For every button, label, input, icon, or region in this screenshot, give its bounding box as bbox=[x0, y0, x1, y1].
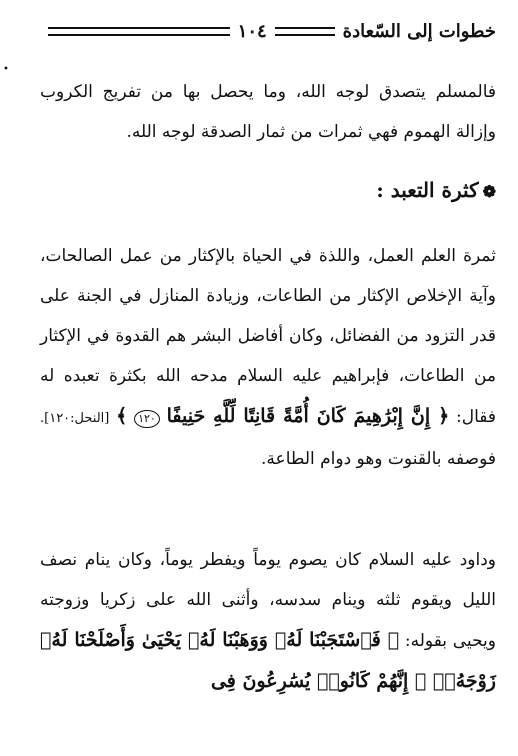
quran-verse-1: ﴿ إِنَّ إِبْرَٰهِيمَ كَانَ أُمَّةً قَانِتًا لِّلَّهِ حَنِيفًا bbox=[166, 405, 450, 427]
margin-dot: • bbox=[3, 64, 9, 75]
page-header bbox=[40, 18, 496, 44]
paragraph-2 bbox=[40, 236, 496, 479]
header-title: خطوات إلى السّعادة bbox=[342, 20, 496, 42]
paragraph-1: فالمسلم يتصدق لوجه الله، وما يحصل بها من تفريج الكروب وإزالة الهموم فهي ثمرات من ثمار الصدقة لوجه الله. bbox=[40, 82, 496, 142]
quran-close-bracket: ﴾ bbox=[116, 405, 128, 427]
section-heading-text: كثرة التعبد : bbox=[376, 178, 479, 202]
ayah-number-badge: ١٢٠ bbox=[134, 410, 160, 428]
flower-icon: ❁ bbox=[482, 182, 496, 201]
quran-verse-2: ﴿ فَٱسْتَجَبْنَا لَهُۥ وَوَهَبْنَا لَهُۥ يَحْيَىٰ وَأَصْلَحْنَا لَهُۥ زَوْجَهُۥٓ ۚ إِنَّهُمْ كَانُوا۟ يُسَٰرِعُونَ فِى bbox=[40, 629, 496, 692]
paragraph-3-text: وداود عليه السلام كان يصوم يوماً ويفطر يوماً، وكان ينام نصف الليل ويقوم ثلثه وينام سدسه، وأثنى الله على زكريا وزوجته ويحيى بقوله: bbox=[40, 550, 496, 651]
verse-reference: [النحل:١٢٠]. bbox=[40, 411, 110, 426]
paragraph-2-after: فوصفه بالقنوت وهو دوام الطاعة. bbox=[261, 449, 496, 469]
paragraph-2-text: ثمرة العلم العمل، واللذة في الحياة بالإكثار من عمل الصالحات، وآية الإخلاص الإكثار من الطاعات، وزيادة المنازل في الجنة على قدر التزود من الفضائل، وكان أفاضل البشر هم القدوة في الإكثار من الطاعات، فإبراهيم عليه السلام مدحه الله بكثرة تعبده له فقال: bbox=[40, 246, 497, 427]
paragraph-3 bbox=[40, 540, 496, 702]
page-number: ١٠٤ bbox=[237, 20, 267, 42]
header-rule-left bbox=[275, 27, 335, 36]
header-rule-right bbox=[48, 27, 230, 36]
section-heading bbox=[376, 178, 496, 202]
